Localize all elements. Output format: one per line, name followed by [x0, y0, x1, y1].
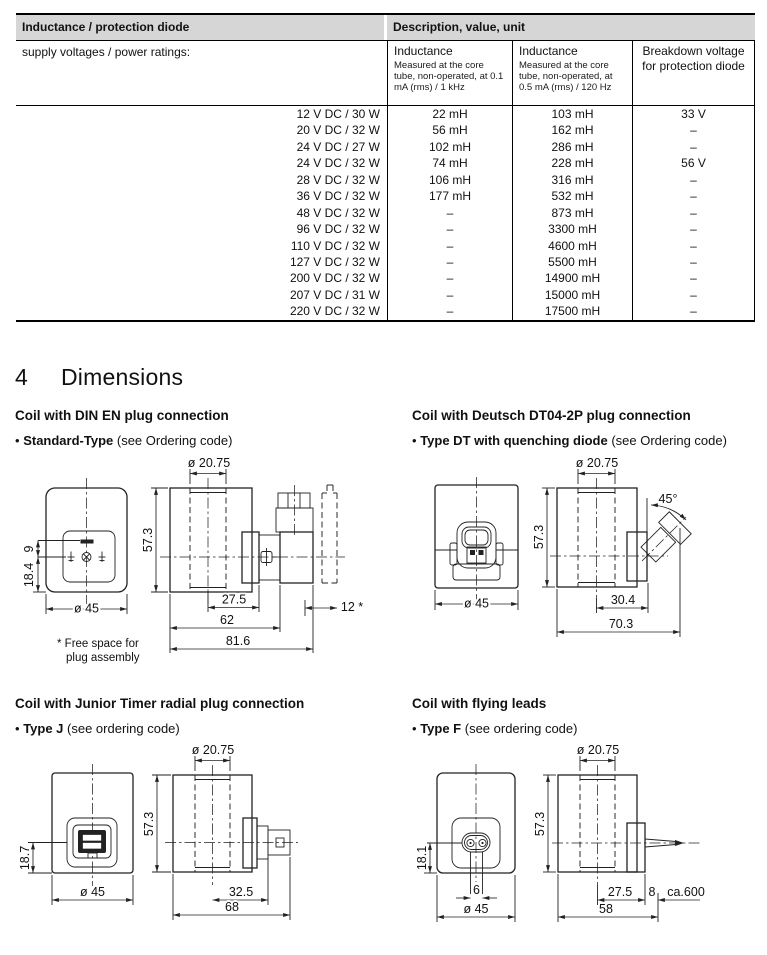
table-row — [16, 106, 755, 122]
table-row — [16, 287, 755, 303]
din-pin-right — [99, 552, 106, 563]
dim-label-18-1: 18.1 — [415, 845, 429, 871]
section-title: Dimensions — [61, 364, 184, 390]
inductance1-cell: – — [387, 238, 512, 254]
inductance-col-header-1 — [387, 41, 512, 105]
dim-label-core-dia: ø 20.75 — [576, 743, 620, 757]
table-row — [16, 122, 755, 138]
drawing-title-din-en: Coil with DIN EN plug connection — [15, 408, 229, 423]
flying-side-view — [533, 743, 705, 922]
inductance1-cell: 102 mH — [387, 139, 512, 155]
table-row — [16, 172, 755, 188]
inductance1-cell: 106 mH — [387, 172, 512, 188]
inductance2-cell: 103 mH — [512, 106, 632, 122]
breakdown-col-header: Breakdown voltage for protection diode — [632, 41, 755, 105]
inductance2-cell: 286 mH — [512, 139, 632, 155]
dim-label-27-5: 27.5 — [221, 592, 247, 607]
rating-cell: 24 V DC / 32 W — [296, 156, 380, 171]
rating-cell: 24 V DC / 27 W — [296, 139, 380, 154]
section-heading — [15, 364, 183, 391]
dim-label-30-4: 30.4 — [610, 593, 636, 607]
dim-label-ca600: ca.600 — [667, 885, 705, 899]
drawing-din-en — [10, 455, 385, 667]
breakdown-cell: 56 V — [632, 155, 755, 171]
bullet-icon: • — [412, 433, 417, 448]
inductance1-cell: 177 mH — [387, 188, 512, 204]
rating-cell: 200 V DC / 32 W — [289, 271, 380, 286]
rating-cell: 36 V DC / 32 W — [296, 189, 380, 204]
table-body — [16, 106, 755, 322]
dim-label-70-3: 70.3 — [608, 617, 634, 631]
inductance1-cell: 56 mH — [387, 122, 512, 138]
deutsch-front-view — [435, 477, 518, 611]
col-title: Inductance — [519, 44, 578, 58]
section-number: 4 — [15, 364, 28, 390]
dim-label-12-free: 12 * — [340, 600, 364, 614]
inductance2-cell: 532 mH — [512, 188, 632, 204]
inductance1-cell: 22 mH — [387, 106, 512, 122]
dim-label-dia45: ø 45 — [73, 601, 100, 616]
bullet-icon: • — [15, 433, 20, 448]
inductance2-cell: 5500 mH — [512, 254, 632, 270]
dim-label-27-5: 27.5 — [607, 885, 633, 899]
junior-connector-side — [243, 818, 290, 868]
junior-front-view — [18, 764, 133, 905]
dim-label-81-6: 81.6 — [225, 634, 251, 648]
dim-label-height: 57.3 — [532, 524, 546, 550]
breakdown-cell: – — [632, 270, 755, 286]
dim-label-core-dia: ø 20.75 — [187, 456, 231, 470]
breakdown-cell: – — [632, 303, 755, 319]
free-space-note-line1: * Free space for — [57, 638, 139, 650]
drawing-title-deutsch: Coil with Deutsch DT04-2P plug connection — [412, 408, 691, 423]
dim-label-core-dia: ø 20.75 — [575, 456, 619, 470]
inductance1-cell: – — [387, 205, 512, 221]
inductance2-cell: 4600 mH — [512, 238, 632, 254]
breakdown-cell: – — [632, 254, 755, 270]
drawing-bullet-din-en: • Standard-Type (see Ordering code) — [15, 433, 233, 448]
dim-label-32-5: 32.5 — [228, 885, 254, 899]
dim-label-18-4: 18.4 — [22, 562, 36, 588]
breakdown-cell: – — [632, 139, 755, 155]
dim-label-dia45: ø 45 — [463, 902, 489, 916]
inductance2-cell: 162 mH — [512, 122, 632, 138]
rating-cell: 96 V DC / 32 W — [296, 222, 380, 237]
header-cell-right: Description, value, unit — [387, 15, 755, 40]
inductance1-cell: – — [387, 270, 512, 286]
free-space-note-line2: plug assembly — [66, 652, 140, 664]
table-row — [16, 188, 755, 204]
drawing-flying-leads — [408, 740, 767, 935]
dim-label-18-7: 18.7 — [18, 845, 32, 871]
table-row — [16, 221, 755, 237]
inductance2-cell: 14900 mH — [512, 270, 632, 286]
inductance1-cell: – — [387, 221, 512, 237]
dim-label-68: 68 — [225, 900, 239, 914]
subheader-label: supply voltages / power ratings: — [22, 45, 191, 59]
table-row — [16, 205, 755, 221]
din-plug-free-space-outline — [322, 485, 337, 583]
bullet-icon: • — [412, 721, 417, 736]
inductance2-cell: 3300 mH — [512, 221, 632, 237]
drawing-bullet-junior-timer: • Type J (see ordering code) — [15, 721, 180, 736]
dim-label-height: 57.3 — [141, 527, 155, 553]
col-title: Inductance — [394, 44, 453, 58]
breakdown-cell: – — [632, 238, 755, 254]
rating-cell: 48 V DC / 32 W — [296, 205, 380, 220]
inductance2-cell: 17500 mH — [512, 303, 632, 319]
table-subheader-row — [16, 40, 755, 106]
breakdown-cell: – — [632, 287, 755, 303]
inductance1-cell: – — [387, 254, 512, 270]
dim-label-62: 62 — [220, 613, 234, 627]
breakdown-cell: 33 V — [632, 106, 755, 122]
table-row — [16, 270, 755, 286]
drawing-bullet-deutsch: • Type DT with quenching diode (see Ordering code) — [412, 433, 727, 448]
din-pin-left — [68, 552, 75, 563]
dim-label-core-dia: ø 20.75 — [191, 743, 235, 757]
inductance1-cell: – — [387, 303, 512, 319]
inductance2-cell: 873 mH — [512, 205, 632, 221]
col-desc: Measured at the core tube, non-operated, at 0.1 mA (rms) / 1 kHz — [394, 60, 504, 93]
table-row — [16, 254, 755, 270]
flying-front-view — [415, 764, 515, 922]
inductance2-cell: 228 mH — [512, 155, 632, 171]
drawing-junior-timer — [10, 740, 385, 932]
deutsch-side-view — [532, 456, 697, 637]
breakdown-cell: – — [632, 221, 755, 237]
rating-cell: 20 V DC / 32 W — [296, 123, 380, 138]
inductance1-cell: – — [387, 287, 512, 303]
rating-cell: 12 V DC / 30 W — [296, 107, 380, 121]
dim-label-8: 8 — [648, 885, 656, 899]
deutsch-angled-connector — [631, 506, 697, 572]
rating-cell: 110 V DC / 32 W — [290, 238, 380, 253]
drawing-title-junior-timer: Coil with Junior Timer radial plug connection — [15, 696, 305, 711]
dim-label-9: 9 — [22, 545, 36, 553]
drawing-bullet-flying-leads: • Type F (see ordering code) — [412, 721, 578, 736]
inductance2-cell: 316 mH — [512, 172, 632, 188]
junior-side-view — [142, 743, 298, 920]
dim-label-height: 57.3 — [533, 811, 547, 837]
breakdown-cell: – — [632, 172, 755, 188]
din-side-view — [141, 456, 363, 653]
bullet-icon: • — [15, 721, 20, 736]
dim-label-dia45: ø 45 — [463, 596, 490, 611]
rating-cell: 28 V DC / 32 W — [296, 172, 380, 187]
breakdown-cell: – — [632, 122, 755, 138]
table-header-row — [16, 13, 755, 40]
breakdown-cell: – — [632, 205, 755, 221]
rating-cell: 207 V DC / 31 W — [289, 287, 380, 302]
inductance-col-header-2 — [512, 41, 632, 105]
drawing-title-flying-leads: Coil with flying leads — [412, 696, 547, 711]
header-cell-left: Inductance / protection diode — [16, 15, 387, 40]
inductance2-cell: 15000 mH — [512, 287, 632, 303]
din-front-view — [22, 478, 140, 664]
dim-label-dia45: ø 45 — [79, 885, 106, 899]
rating-cell: 220 V DC / 32 W — [289, 304, 380, 319]
rating-cell: 127 V DC / 32 W — [289, 254, 380, 269]
dim-label-height: 57.3 — [142, 811, 156, 837]
inductance-table — [16, 13, 755, 322]
col-desc: Measured at the core tube, non-operated, at 0.5 mA (rms) / 120 Hz — [519, 60, 613, 93]
breakdown-cell: – — [632, 188, 755, 204]
dim-label-58: 58 — [599, 902, 613, 916]
dim-label-6: 6 — [473, 883, 480, 897]
junior-connector-front — [78, 830, 106, 858]
dim-label-45deg: 45° — [658, 492, 678, 506]
table-row — [16, 155, 755, 171]
table-row — [16, 238, 755, 254]
inductance1-cell: 74 mH — [387, 155, 512, 171]
drawing-deutsch — [408, 455, 767, 655]
table-row — [16, 139, 755, 155]
table-row — [16, 303, 755, 319]
